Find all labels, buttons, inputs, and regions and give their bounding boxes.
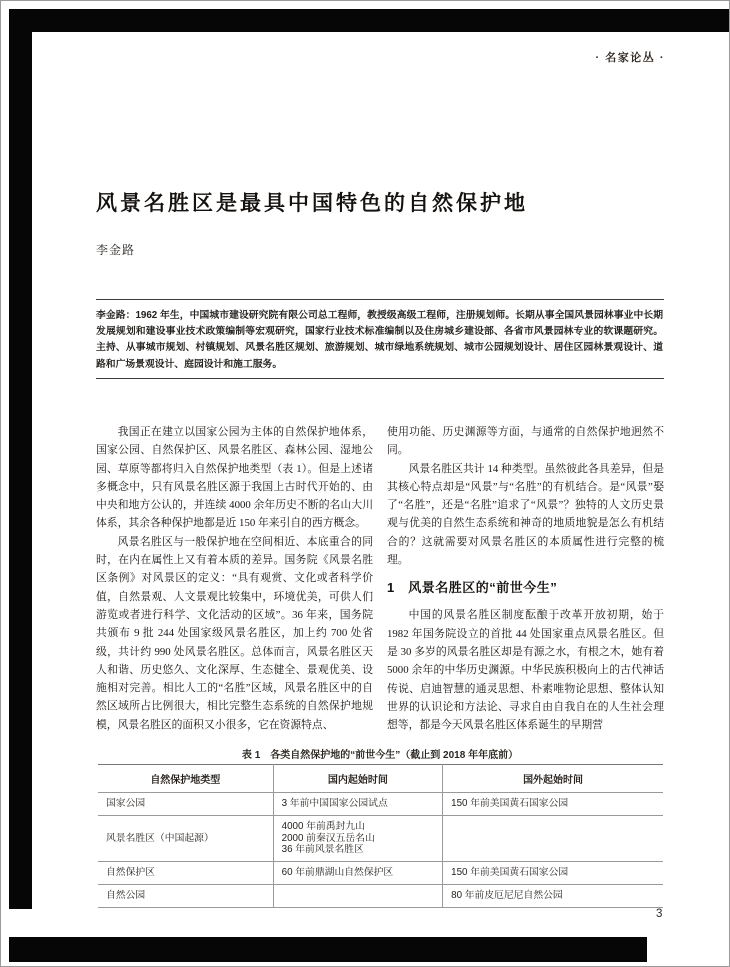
table-cell-type: 自然保护区	[106, 867, 155, 879]
table-header-type: 自然保护地类型	[150, 775, 221, 786]
table-row	[98, 884, 663, 907]
table-cell-foreign: 150 年前美国黄石国家公园	[443, 862, 663, 885]
author-name: 李金路	[96, 243, 136, 257]
page-number: 3	[656, 908, 663, 920]
table-row	[98, 815, 663, 861]
author-bio: 李金路：1962 年生，中国城市建设研究院有限公司总工程师，教授级高级工程师，注册规划师。长期从事全国风景园林事业中长期发展规划和建设事业技术政策编制等宏观研究，国家行业技术标准编制以及住房城乡建设部、各省市风景园林专业的软课题研究。主持、从事城市规划、村镇规划、风景名胜区规划、旅游规划、城市绿地系统规划、城市公园规划设计、居住区园林景观设计、道路和广场景观设计、庭园设计和施工服务。	[96, 299, 664, 379]
scan-frame-left	[9, 9, 32, 909]
table-cell-foreign: 150 年前美国黄石国家公园	[443, 793, 663, 816]
table-header-row	[98, 765, 663, 793]
section-heading: 1 风景名胜区的“前世今生”	[387, 580, 558, 596]
table-caption: 表 1 各类自然保护地的“前世今生”（截止到 2018 年年底前）	[241, 750, 519, 761]
body-paragraph: 我国正在建立以国家公园为主体的自然保护地体系，国家公园、自然保护区、风景名胜区、森林公园、湿地公园、草原等都将归入自然保护地类型（表 1）。但是上述诸多概念中，只有风景名胜区源于我国上古时代开始的、由中央和地方公认的，并连续 4000 余年历史不断的名山大川体系，其余各种保护地都是近 150 年来引自的西方概念。	[96, 426, 373, 530]
body-paragraph: 中国的风景名胜区制度酝酿于改革开放初期，始于 1982 年国务院设立的首批 44 处国家重点风景名胜区。但是 30 多岁的风景名胜区却是有源之水，有根之木，她有着 5000 余年的中华历史渊源。中华民族积极向上的古代神话传说、启迪智慧的通灵思想、朴素唯物论思想、整体认知世界的认识论和方法论、寻求自由自我自在的人生社会理想等，都是今天风景名胜区体系诞生的早期营	[387, 609, 664, 732]
table-cell-foreign	[443, 815, 663, 861]
table-cell-domestic	[273, 884, 443, 907]
table-header-foreign: 国外起始时间	[443, 765, 663, 793]
table-cell-type: 风景名胜区（中国起源）	[106, 832, 214, 844]
scan-frame-bottom	[9, 937, 647, 962]
body-paragraph: 使用功能、历史渊源等方面，与通常的自然保护地迥然不同。	[387, 426, 664, 457]
table-cell-foreign: 80 年前皮厄尼尼自然公园	[443, 884, 663, 907]
body-paragraph: 风景名胜区与一般保护地在空间相近、本底重合的同时，在内在属性上又有着本质的差异。国务院《风景名胜区条例》对风景区的定义：“具有观赏、文化或者科学价值，自然景观、人文景观比较集中，环境优美，可供人们游览或者进行科学、文化活动的区域”。36 年来，国务院共颁布 9 批 244 处国家级风景名胜区，加上约 700 处省级，共计约 990 处风景名胜区。总体而言，风景名胜区天人和谐、历史悠久、文化深厚、生态健全、景观优美、设施相对完善。相比人工的“名胜”区域，风景名胜区中的自然区域所占比例很大，相比完整生态系统的自然保护地规模，风景名胜区的面积又小很多，它在资源特点、	[96, 535, 373, 731]
body-paragraph: 风景名胜区共计 14 种类型。虽然彼此各具差异，但是其核心特点却是“风景”与“名胜”的有机结合。是“风景”娶了“名胜”，还是“名胜”追求了“风景”？独特的人文历史景观与优美的自然生态系统和神奇的地质地貌是怎么有机结合的？这就需要对风景名胜区的本质属性进行完整的梳理。	[387, 462, 664, 567]
body-columns	[96, 423, 664, 737]
table-cell-domestic: 4000 年前禹封九山 2000 前秦汉五岳名山 36 年前风景名胜区	[273, 815, 443, 861]
section-label: · 名家论丛 ·	[595, 52, 665, 64]
table-cell-type: 自然公园	[106, 889, 146, 901]
table-row	[98, 862, 663, 885]
scan-frame-top	[9, 9, 730, 32]
table-cell-domestic: 3 年前中国国家公园试点	[273, 793, 443, 816]
body-column-2	[387, 423, 664, 737]
protected-areas-table	[98, 764, 663, 908]
table-row	[98, 793, 663, 816]
table-cell-type: 国家公园	[106, 798, 146, 809]
table-header-domestic: 国内起始时间	[273, 765, 443, 793]
body-column-1	[96, 423, 373, 737]
table-cell-domestic: 60 年前鼎湖山自然保护区	[273, 862, 443, 885]
article-title: 风景名胜区是最具中国特色的自然保护地	[96, 191, 528, 215]
